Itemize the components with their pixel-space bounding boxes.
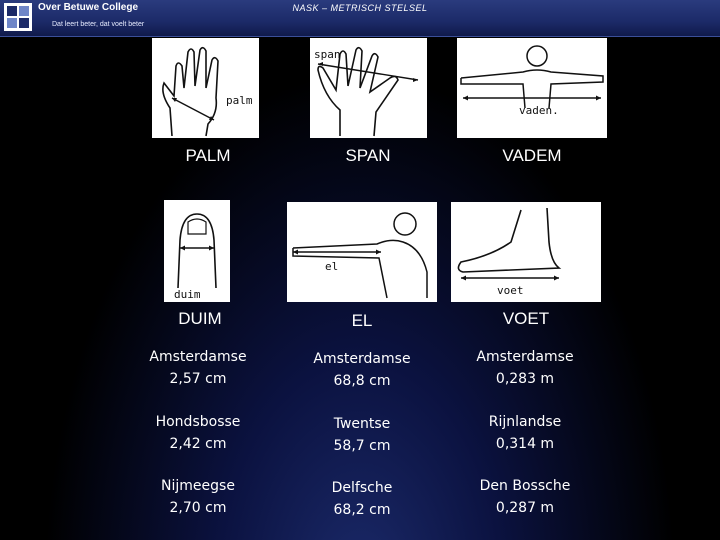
measure-name: Rijnlandse (488, 414, 562, 430)
measure-cell (113, 346, 283, 390)
voet-picture-label: voet (497, 284, 524, 297)
vadem-illustration (457, 38, 607, 138)
measure-name: Amsterdamse (476, 349, 574, 365)
measure-name: Den Bossche (479, 478, 571, 494)
el-illustration (287, 202, 437, 302)
unit-caption-voet: VOET (502, 309, 550, 328)
measure-cell (440, 411, 610, 455)
measure-cell (440, 475, 610, 519)
brand-slogan: Dat leert beter, dat voelt beter (52, 21, 145, 28)
unit-caption-span: SPAN (345, 146, 391, 165)
slide-title: NASK – METRISCH STELSEL (292, 3, 428, 13)
foot-icon (451, 202, 601, 302)
measure-value: 2,42 cm (169, 436, 227, 452)
measure-name: Hondsbosse (155, 414, 241, 430)
header-bar (0, 0, 720, 37)
measure-value: 0,283 m (495, 371, 555, 387)
unit-caption-vadem: VADEM (502, 146, 562, 165)
brand-name: Over Betuwe College (38, 2, 139, 13)
voet-illustration (451, 202, 601, 302)
span-illustration (310, 38, 427, 138)
measure-cell (277, 413, 447, 457)
unit-caption-duim: DUIM (178, 309, 222, 328)
measure-cell (113, 475, 283, 519)
unit-caption-palm: PALM (185, 146, 231, 165)
measure-name: Twentse (333, 416, 391, 432)
measure-value: 68,2 cm (333, 502, 391, 518)
measure-value: 0,287 m (495, 500, 555, 516)
thumb-icon (164, 200, 230, 302)
duim-illustration (164, 200, 230, 302)
hand-palm-icon (152, 38, 259, 138)
school-logo-icon (4, 3, 32, 31)
duim-picture-label: duim (174, 288, 201, 301)
el-picture-label: el (325, 260, 339, 273)
unit-caption-el: EL (351, 311, 373, 330)
measure-value: 2,70 cm (169, 500, 227, 516)
measure-name: Amsterdamse (313, 351, 411, 367)
measure-name: Amsterdamse (149, 349, 247, 365)
measure-value: 58,7 cm (333, 438, 391, 454)
palm-illustration (152, 38, 259, 138)
measure-cell (113, 411, 283, 455)
measure-name: Delfsche (331, 480, 393, 496)
palm-picture-label: palm (226, 94, 253, 107)
measure-name: Nijmeegse (161, 478, 235, 494)
span-picture-label: span (314, 48, 341, 61)
measure-cell (440, 346, 610, 390)
hand-span-icon (310, 38, 427, 138)
vadem-picture-label: vaden. (519, 104, 559, 117)
measure-cell (277, 477, 447, 521)
measure-value: 68,8 cm (333, 373, 391, 389)
measure-cell (277, 348, 447, 392)
arms-spread-icon (457, 38, 607, 138)
arm-el-icon (287, 202, 437, 302)
measure-value: 0,314 m (495, 436, 555, 452)
measure-value: 2,57 cm (169, 371, 227, 387)
